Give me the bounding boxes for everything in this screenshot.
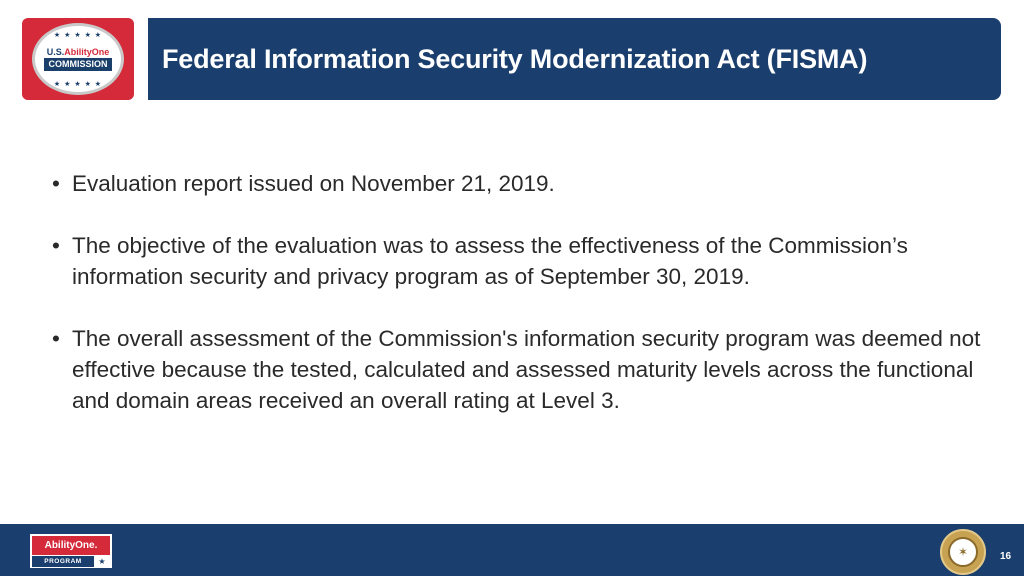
bullet-item [52, 230, 992, 292]
footer-bar [0, 524, 1024, 576]
bullet-text: The objective of the evaluation was to assess the effectiveness of the Commission’s information security and privacy program as of September 30, 2019. [72, 233, 908, 289]
bullet-marker: • [52, 233, 60, 258]
commission-logo-seal [32, 23, 124, 95]
logo-line2: COMMISSION [44, 58, 111, 71]
abilityone-program-logo [30, 534, 112, 568]
slide-title: Federal Information Security Modernization Act (FISMA) [162, 43, 868, 74]
agency-seal-icon [940, 529, 986, 575]
bullet-item [52, 168, 992, 199]
slide-content [52, 168, 992, 447]
bullet-marker: • [52, 171, 60, 196]
logo-line1 [47, 47, 110, 57]
logo-stars-top: ★ ★ ★ ★ ★ [53, 32, 103, 39]
title-bar [148, 18, 1001, 100]
program-logo-bottom: PROGRAM [44, 558, 82, 565]
logo-brand: AbilityOne [64, 47, 110, 57]
star-icon: ★ [94, 556, 110, 567]
logo-prefix: U.S. [46, 47, 65, 57]
program-logo-top: AbilityOne. [44, 540, 98, 551]
bullet-text: The overall assessment of the Commission's information security program was deemed not effective because the tested, calculated and assessed maturity levels across the functional and domain areas received an overall rating at Level 3. [72, 326, 981, 413]
bullet-marker: • [52, 326, 60, 351]
page-number: 16 [1000, 551, 1012, 562]
logo-stars-bottom: ★ ★ ★ ★ ★ [53, 81, 103, 88]
bullet-item [52, 323, 992, 416]
bullet-text: Evaluation report issued on November 21, 2019. [72, 171, 555, 196]
commission-logo [22, 18, 134, 100]
program-logo-bottom-row [32, 555, 110, 567]
seal-center: ✶ [948, 537, 978, 567]
